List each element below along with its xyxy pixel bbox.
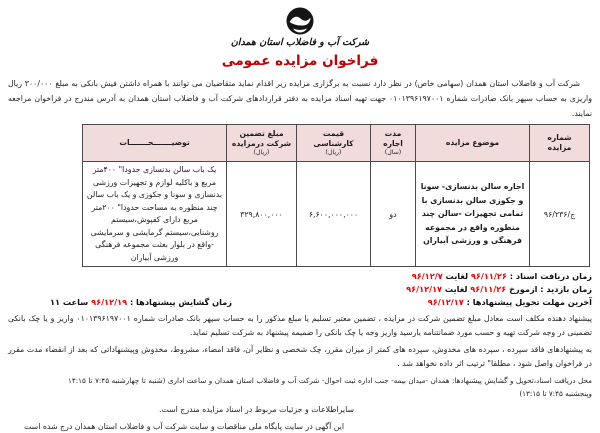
cell-subject: اجاره سالن بدنسازی- سونا و جکوزی سالن بدنسازی با تمامی تجهیزات -سالن چند منظوره واقع در مجموعه فرهنگی و ورزشی آبیاران (416, 162, 530, 267)
other-information: سایراطلاعات و جزئیات مربوط در اسناد مزایده مندرج است. (159, 405, 354, 414)
water-company-logo-icon (8, 6, 592, 36)
cell-guarantee: ۳۲۹,۸۰۰,۰۰۰ (227, 162, 297, 267)
publication-note: این آگهی در سایت پایگاه ملی مناقصات و سایت شرکت آب و فاضلاب استان همدان درج شده است (24, 422, 344, 431)
col-header-notes: توضیـــــــحـــــــات (83, 125, 227, 162)
rejection-conditions: به پیشنهادهای فاقد سپرده ، سپرده های مخدوش، سپرده های کمتر از میزان مقرر، چک شخصی و نظایر آن، فاقد امضاء، مشروط، مخدوش وپیشنهاداتی که بعد از انقضاء مدت مقرر در فراخوان واصل شود ، مطلقا" ترتیب اثر داده نخواهد شد . (8, 345, 592, 368)
tender-table (82, 124, 590, 267)
cell-price: ۶,۶۰۰,۰۰۰,۰۰۰ (297, 162, 371, 267)
document-receive-period: زمان دریافت اسناد : ۹۶/۱۱/۲۶ لغایت ۹۶/۱۲/۷ (411, 271, 592, 281)
company-name: شرکت آب و فاضلاب استان همدان (230, 37, 370, 48)
cell-notes: یک باب سالن بدنسازی حدودا" ۴۰۰متر مربع و باکلیه لوازم و تجهیزات ورزشی بدنسازی و سونا و جکوزی و یک باب سالن چند منظوره به مساحت حدودا" ۲۰۰متر مربع دارای کفپوش،سیستم روشنایی،سیستم گرمایشی و سرمایشی -واقع در بلوار بعثت مجموعه فرهنگی ورزشی آبیاران (83, 162, 227, 267)
bid-opening-time: زمان گشایش پیشنهادها : ۹۶/۱۲/۱۹ ساعت ۱۱ (50, 297, 232, 307)
deadline-and-opening-line (8, 296, 592, 309)
col-header-duration: مدت اجاره (سال) (371, 125, 416, 162)
document-title: فراخوان مزایده عمومی (221, 53, 379, 69)
col-header-price: قیمت کارشناسی (ریال) (297, 125, 371, 162)
col-header-subject: موضوع مزایده (416, 125, 530, 162)
col-header-tender-number: شماره مزایده (530, 125, 590, 162)
submission-location: محل دریافت اسناد،تحویل و گشایش پیشنهادها: همدان -میدان بیمه- جنب اداره ثبت احوال- شرکت آب و فاضلاب استان همدان و ساعت اداری (شنبه تا چهارشنبه ۷:۴۵ تا ۱۴:۱۵ وپنجشنبه ۷:۴۵ تا ۱۳:۱۵) (68, 376, 592, 398)
dates-section (8, 270, 592, 309)
cell-duration: دو (371, 162, 416, 267)
intro-paragraph: شرکت آب و فاضلاب استان همدان (سهامی خاص) در نظر دارد نسبت به برگزاری مزایده زیر اقدام نماید متقاضیان می توانند با همراه داشتن فیش بانکی به مبلغ ۳۰۰/۰۰۰ ریال واریزی به حساب سپهر بانک صادرات شماره ۰۱۰۱۳۹۶۱۹۷۰۰۱ جهت تهیه اسناد مزایده به دفتر قراردادهای شرکت آب و فاضلاب استان همدان به آدرس مندرج در فراخوان مراجعه نمایند. (8, 79, 592, 118)
col-header-guarantee: مبلغ تضمین شرکت درمزایده (ریال) (227, 125, 297, 162)
table-header-row (83, 125, 590, 162)
guarantee-instructions: پیشنهاد دهنده مکلف است معادل مبلغ تضمین شرکت در مزایده ، تضمین معتبر تسلیم یا مبلغ مذکور را به حساب سپهر بانک صادرات شماره ۰۱۰۱۳۹۶۱۹۷۰۰۱ واریز و یا چک بانکی تضمینی در وجه شرکت تهیه و حسب مورد ضمانتنامه یارسید واریز وجه یا چک بانکی را ضمیمه پیشنهاد به شرکت تسلیم نماید. (8, 314, 592, 337)
document-header (8, 6, 592, 69)
table-row (83, 162, 590, 267)
cell-tender-number: ج/۹۶/۲۳۶ (530, 162, 590, 267)
submission-deadline: آخرین مهلت تحویل پیشنهادها : ۹۶/۱۲/۱۷ (427, 297, 592, 307)
site-visit-period: زمان بازدید : ازمورخ ۹۶/۱۱/۲۶ لغایت ۹۶/۱۲/۱۷ (406, 284, 592, 294)
